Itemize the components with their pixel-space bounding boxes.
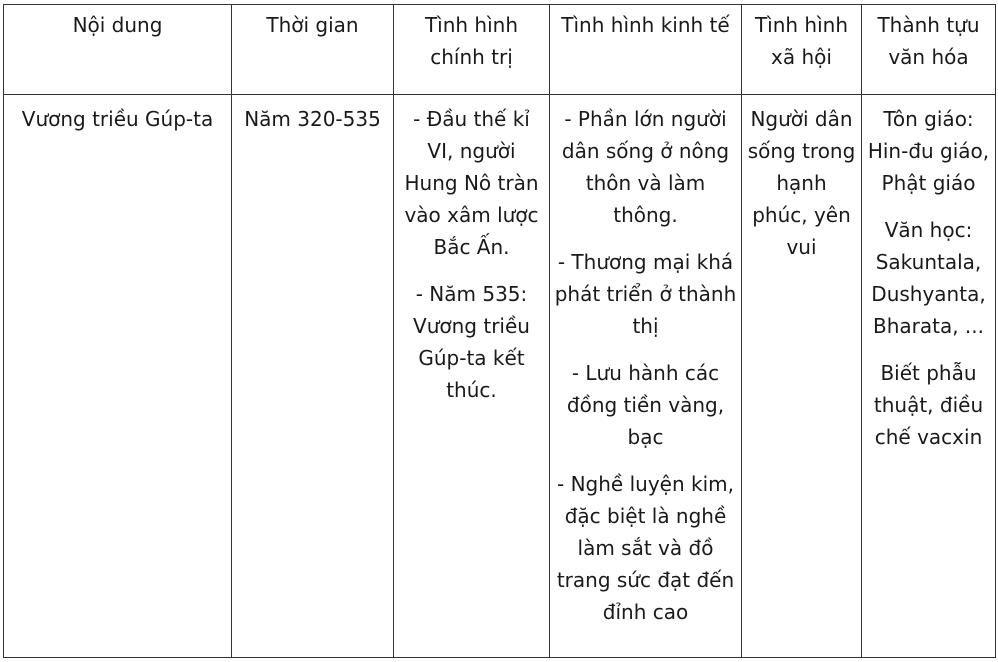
culture-item: Biết phẫu thuật, điều chế vacxin — [873, 361, 984, 449]
politics-item: - Năm 535: Vương triều Gúp-ta kết thúc. — [413, 282, 530, 402]
header-politics: Tình hình chính trị — [394, 5, 550, 95]
history-table — [3, 4, 996, 658]
economy-item: - Thương mại khá phát triển ở thành thị — [554, 250, 737, 338]
cell-dynasty-name: Vương triều Gúp-ta — [4, 95, 232, 658]
header-culture: Thành tựu văn hóa — [862, 5, 996, 95]
header-economy: Tình hình kinh tế — [550, 5, 742, 95]
table-row — [4, 95, 996, 658]
header-row — [4, 5, 996, 95]
header-time: Thời gian — [232, 5, 394, 95]
cell-culture — [862, 95, 996, 658]
cell-politics — [394, 95, 550, 658]
cell-economy — [550, 95, 742, 658]
culture-item: Văn học: Sakuntala, Dushyanta, Bharata, ... — [871, 218, 986, 338]
economy-item: - Phần lớn người dân sống ở nông thôn và làm thông. — [561, 107, 730, 227]
politics-item: - Đầu thế kỉ VI, người Hung Nô tràn vào xâm lược Bắc Ấn. — [404, 107, 539, 259]
economy-item: - Nghề luyện kim, đặc biệt là nghề làm sắt và đồ trang sức đạt đến đỉnh cao — [556, 472, 735, 624]
cell-society: Người dân sống trong hạnh phúc, yên vui — [742, 95, 862, 658]
cell-time: Năm 320-535 — [232, 95, 394, 658]
culture-item: Tôn giáo: Hin-đu giáo, Phật giáo — [867, 107, 990, 195]
header-society: Tình hình xã hội — [742, 5, 862, 95]
economy-item: - Lưu hành các đồng tiền vàng, bạc — [566, 361, 725, 449]
header-content: Nội dung — [4, 5, 232, 95]
